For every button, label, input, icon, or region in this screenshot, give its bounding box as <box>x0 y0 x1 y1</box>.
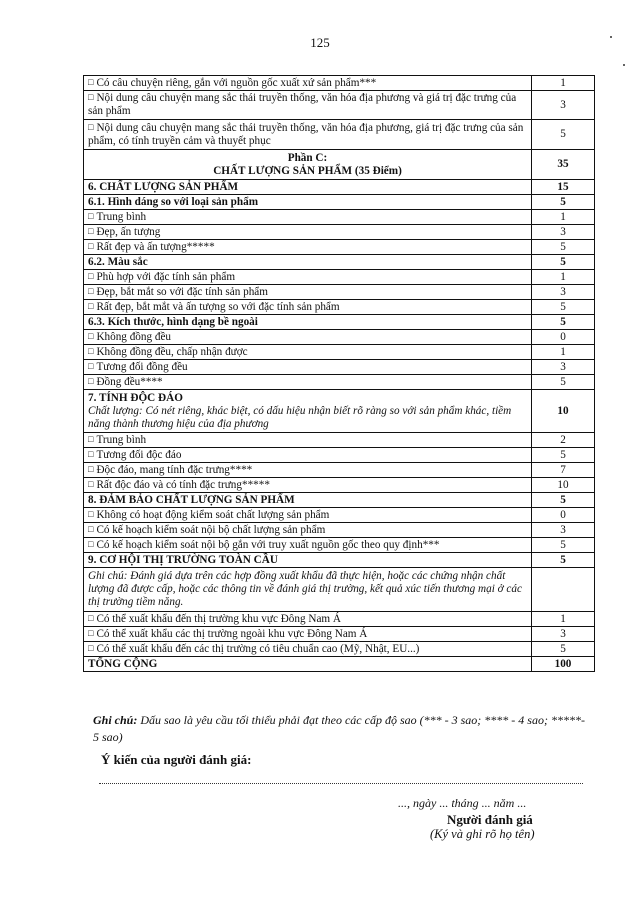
criterion-cell <box>84 390 532 433</box>
criterion-label: Trung bình <box>96 433 147 446</box>
table-row <box>84 180 595 195</box>
criterion-cell <box>84 463 532 478</box>
checkbox-icon: □ <box>88 627 94 638</box>
checkbox-icon: □ <box>88 523 94 534</box>
criterion-label: Độc đáo, mang tính đặc trưng**** <box>96 463 253 476</box>
score-cell: 3 <box>532 523 595 538</box>
checkbox-icon: □ <box>88 240 94 251</box>
criterion-label: 6.1. Hình dáng so với loại sản phẩm <box>88 195 259 208</box>
criterion-cell <box>84 448 532 463</box>
criterion-cell <box>84 180 532 195</box>
score-cell: 0 <box>532 508 595 523</box>
criterion-label: Rất đẹp và ấn tượng***** <box>96 240 215 253</box>
score-cell: 5 <box>532 553 595 568</box>
table-row <box>84 523 595 538</box>
table-row <box>84 330 595 345</box>
criterion-cell <box>84 523 532 538</box>
criterion-cell <box>84 642 532 657</box>
criterion-label: Phần C: CHẤT LƯỢNG SẢN PHẨM (35 Điểm) <box>213 151 402 177</box>
table-row <box>84 195 595 210</box>
criterion-note: Chất lượng: Có nét riêng, khác biệt, có dấu hiệu nhận biết rõ ràng so với sản phẩm khác, tiềm năng thành thương hiệu của địa phương <box>88 404 512 430</box>
criterion-label: Đồng đều**** <box>96 375 163 388</box>
criterion-cell <box>84 225 532 240</box>
criterion-cell <box>84 76 532 91</box>
criterion-cell <box>84 568 532 612</box>
criterion-label: Đẹp, bắt mắt so với đặc tính sản phẩm <box>96 285 268 298</box>
criterion-label: Tương đối đồng đều <box>96 360 188 373</box>
criterion-cell <box>84 195 532 210</box>
criterion-label: 9. CƠ HỘI THỊ TRƯỜNG TOÀN CẦU <box>88 553 278 566</box>
criterion-label: Không đồng đều, chấp nhận được <box>96 345 248 358</box>
margin-dot-bottom <box>623 64 625 66</box>
criterion-cell <box>84 612 532 627</box>
score-cell: 5 <box>532 448 595 463</box>
score-cell: 1 <box>532 270 595 285</box>
table-row <box>84 375 595 390</box>
table-row <box>84 150 595 180</box>
checkbox-icon: □ <box>88 210 94 221</box>
criterion-cell <box>84 240 532 255</box>
table-row <box>84 508 595 523</box>
criterion-cell <box>84 433 532 448</box>
checkbox-icon: □ <box>88 375 94 386</box>
score-cell: 1 <box>532 210 595 225</box>
table-row <box>84 225 595 240</box>
table-row <box>84 568 595 612</box>
criterion-cell <box>84 553 532 568</box>
criterion-cell <box>84 375 532 390</box>
checkbox-icon: □ <box>88 538 94 549</box>
reviewer-opinion-heading: Ý kiến của người đánh giá: <box>101 752 252 767</box>
checkbox-icon: □ <box>88 448 94 459</box>
criterion-cell <box>84 300 532 315</box>
score-cell: 5 <box>532 300 595 315</box>
criterion-label: Có kế hoạch kiểm soát nội bộ gắn với truy xuất nguồn gốc theo quy định*** <box>96 538 440 551</box>
checkbox-icon: □ <box>88 612 94 623</box>
table-row <box>84 627 595 642</box>
checkbox-icon: □ <box>88 330 94 341</box>
criterion-cell <box>84 538 532 553</box>
score-cell: 10 <box>532 390 595 433</box>
criterion-label: TỔNG CỘNG <box>88 657 158 670</box>
criterion-label: Có thể xuất khẩu đến các thị trường có tiêu chuẩn cao (Mỹ, Nhật, EU...) <box>96 642 420 655</box>
criterion-label: Ghi chú: Đánh giá dựa trên các hợp đồng xuất khẩu đã thực hiện, hoặc các chứng nhận chất lượng đã được cấp, hoặc các thông tin về đánh giá thị trường, kết quả xúc tiến thương mại ở các thị trường tiềm năng. <box>88 570 522 608</box>
score-cell: 5 <box>532 195 595 210</box>
table-row <box>84 448 595 463</box>
assessor-title: Người đánh giá <box>447 812 533 827</box>
table-row <box>84 315 595 330</box>
criterion-label: Không đồng đều <box>96 330 172 343</box>
score-cell: 3 <box>532 225 595 240</box>
table-row <box>84 210 595 225</box>
score-cell: 7 <box>532 463 595 478</box>
footnote <box>93 712 593 746</box>
criterion-cell <box>84 210 532 225</box>
criterion-label: Có kế hoạch kiểm soát nội bộ chất lượng sản phẩm <box>96 523 326 536</box>
score-cell: 3 <box>532 91 595 120</box>
table-row <box>84 240 595 255</box>
score-cell: 5 <box>532 120 595 150</box>
criterion-cell <box>84 255 532 270</box>
score-cell: 15 <box>532 180 595 195</box>
assessor-signature-note: (Ký và ghi rõ họ tên) <box>430 827 535 841</box>
criterion-label: 6. CHẤT LƯỢNG SẢN PHẨM <box>88 180 239 193</box>
criterion-label: Nội dung câu chuyện mang sắc thái truyền thống, văn hóa địa phương, giá trị đặc trưng của sản phẩm, có tính truyền cảm và thuyết phục <box>88 121 524 147</box>
checkbox-icon: □ <box>88 345 94 356</box>
score-cell: 2 <box>532 433 595 448</box>
score-cell: 5 <box>532 255 595 270</box>
table-row <box>84 300 595 315</box>
criterion-cell <box>84 270 532 285</box>
score-cell: 10 <box>532 478 595 493</box>
checkbox-icon: □ <box>88 433 94 444</box>
criterion-cell <box>84 91 532 120</box>
score-cell: 5 <box>532 315 595 330</box>
table-row <box>84 657 595 672</box>
checkbox-icon: □ <box>88 300 94 311</box>
table-row <box>84 612 595 627</box>
score-cell: 1 <box>532 76 595 91</box>
table-row <box>84 463 595 478</box>
score-cell: 5 <box>532 375 595 390</box>
scoring-table <box>83 75 595 672</box>
criterion-label: 6.2. Màu sắc <box>88 255 148 268</box>
score-cell: 5 <box>532 538 595 553</box>
criterion-cell <box>84 150 532 180</box>
score-cell: 35 <box>532 150 595 180</box>
criterion-cell <box>84 285 532 300</box>
criterion-label: Có thể xuất khẩu đến thị trường khu vực Đông Nam Á <box>96 612 341 625</box>
checkbox-icon: □ <box>88 225 94 236</box>
checkbox-icon: □ <box>88 360 94 371</box>
score-cell: 5 <box>532 493 595 508</box>
criterion-cell <box>84 315 532 330</box>
criterion-label: 7. TÍNH ĐỘC ĐÁO <box>88 391 183 404</box>
table-row <box>84 345 595 360</box>
table-row <box>84 91 595 120</box>
score-cell: 3 <box>532 627 595 642</box>
table-row <box>84 360 595 375</box>
criterion-label: Có câu chuyện riêng, gắn với nguồn gốc xuất xứ sản phẩm*** <box>96 76 377 89</box>
criterion-cell <box>84 627 532 642</box>
checkbox-icon: □ <box>88 270 94 281</box>
criterion-cell <box>84 360 532 375</box>
score-cell: 0 <box>532 330 595 345</box>
criterion-cell <box>84 120 532 150</box>
table-row <box>84 270 595 285</box>
footnote-label: Ghi chú: <box>93 713 138 727</box>
criterion-label: Phù hợp với đặc tính sản phẩm <box>96 270 236 283</box>
table-row <box>84 76 595 91</box>
criterion-label: 8. ĐẢM BẢO CHẤT LƯỢNG SẢN PHẨM <box>88 493 295 506</box>
score-cell: 3 <box>532 285 595 300</box>
table-row <box>84 553 595 568</box>
criterion-label: Đẹp, ấn tượng <box>96 225 161 238</box>
score-cell: 1 <box>532 345 595 360</box>
score-cell: 1 <box>532 612 595 627</box>
score-cell: 5 <box>532 240 595 255</box>
checkbox-icon: □ <box>88 478 94 489</box>
footnote-text: Dấu sao là yêu cầu tối thiểu phải đạt theo các cấp độ sao (*** - 3 sao; **** - 4 sao; *****- 5 sao) <box>93 713 585 744</box>
table-row <box>84 390 595 433</box>
date-line: ..., ngày ... tháng ... năm ... <box>398 796 527 810</box>
checkbox-icon: □ <box>88 642 94 653</box>
checkbox-icon: □ <box>88 285 94 296</box>
criterion-cell <box>84 493 532 508</box>
table-row <box>84 478 595 493</box>
criterion-cell <box>84 345 532 360</box>
checkbox-icon: □ <box>88 508 94 519</box>
score-cell <box>532 568 595 612</box>
page-number: 125 <box>310 35 330 50</box>
margin-dot-top <box>610 36 612 38</box>
table-row <box>84 538 595 553</box>
table-row <box>84 120 595 150</box>
score-cell: 3 <box>532 360 595 375</box>
criterion-cell <box>84 508 532 523</box>
checkbox-icon: □ <box>88 121 94 132</box>
table-row <box>84 433 595 448</box>
table-row <box>84 493 595 508</box>
criterion-label: Không có hoạt động kiểm soát chất lượng sản phẩm <box>96 508 330 521</box>
table-row <box>84 255 595 270</box>
score-cell: 5 <box>532 642 595 657</box>
criterion-label: Tương đối độc đáo <box>96 448 182 461</box>
criterion-cell <box>84 657 532 672</box>
criterion-label: Trung bình <box>96 210 147 223</box>
criterion-label: Có thể xuất khẩu các thị trường ngoài khu vực Đông Nam Á <box>96 627 368 640</box>
score-cell: 100 <box>532 657 595 672</box>
criterion-label: Nội dung câu chuyện mang sắc thái truyền thống, văn hóa địa phương và giá trị đặc trưng của sản phẩm <box>88 92 517 117</box>
table-row <box>84 642 595 657</box>
criterion-cell <box>84 330 532 345</box>
criterion-label: Rất độc đáo và có tính đặc trưng***** <box>96 478 270 491</box>
opinion-dotted-line <box>99 782 583 784</box>
checkbox-icon: □ <box>88 92 94 102</box>
checkbox-icon: □ <box>88 76 94 87</box>
criterion-label: 6.3. Kích thước, hình dạng bề ngoài <box>88 315 258 328</box>
criterion-cell <box>84 478 532 493</box>
checkbox-icon: □ <box>88 463 94 474</box>
table-row <box>84 285 595 300</box>
criterion-label: Rất đẹp, bắt mắt và ấn tượng so với đặc tính sản phẩm <box>96 300 340 313</box>
